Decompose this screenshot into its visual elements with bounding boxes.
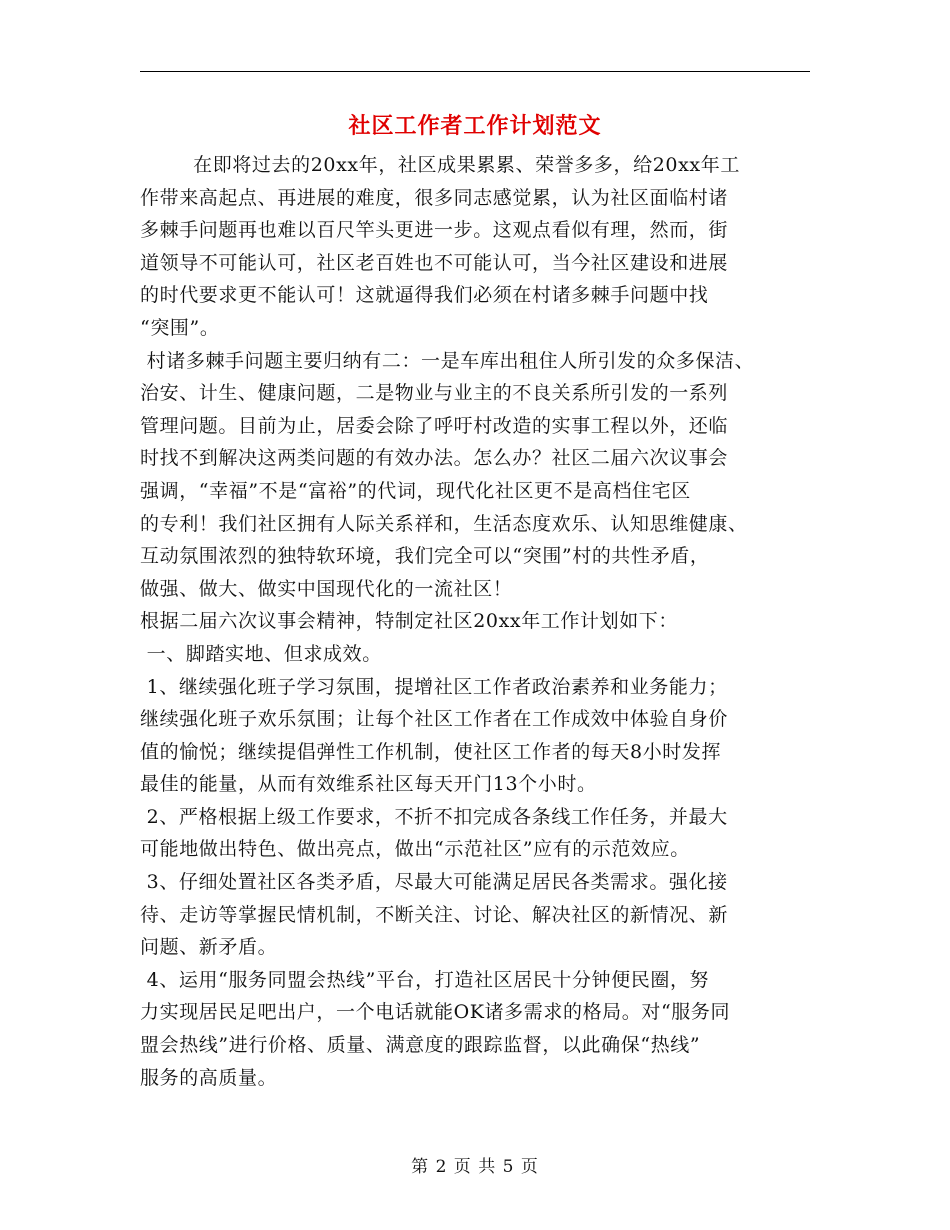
paragraph-line: 3、仔细处置社区各类矛盾，尽最大可能满足居民各类需求。强化接 — [140, 871, 728, 894]
paragraph-line: 的时代要求更不能认可！这就逼得我们必须在村诸多棘手问题中找 — [140, 284, 709, 307]
paragraph-line: 时找不到解决这两类问题的有效办法。怎么办？社区二届六次议事会 — [140, 447, 729, 470]
paragraph-line: 的专利！我们社区拥有人际关系祥和，生活态度欢乐、认知思维健康、 — [140, 512, 748, 535]
paragraph-line: 互动氛围浓烈的独特软环境，我们完全可以“突围”村的共性矛盾， — [140, 545, 710, 568]
document-title: 社区工作者工作计划范文 — [348, 113, 602, 139]
paragraph-line: 2、严格根据上级工作要求，不折不扣完成各条线工作任务，并最大 — [140, 805, 728, 828]
paragraph-line: 治安、计生、健康问题，二是物业与业主的不良关系所引发的一系列 — [140, 382, 729, 405]
header-rule — [140, 71, 810, 72]
paragraph-line: 村诸多棘手问题主要归纳有二：一是车库出租住人所引发的众多保洁、 — [140, 349, 755, 372]
paragraph-line: 服务的高质量。 — [140, 1066, 278, 1089]
paragraph-line: 值的愉悦；继续提倡弹性工作机制，使社区工作者的每天8小时发挥 — [140, 740, 722, 763]
paragraph-line: 一、脚踏实地、但求成效。 — [140, 642, 382, 665]
paragraph-line: 盟会热线”进行价格、质量、满意度的跟踪监督，以此确保“热线” — [140, 1034, 701, 1057]
paragraph-line: 在即将过去的20xx年，社区成果累累、荣誉多多，给20xx年工 — [140, 154, 740, 176]
paragraph-line: 强调，“幸福”不是“富裕”的代词，现代化社区更不是高档住宅区 — [140, 479, 691, 502]
paragraph-line: 4、运用“服务同盟会热线”平台，打造社区居民十分钟便民圈，努 — [140, 968, 710, 991]
paragraph-line: 可能地做出特色、做出亮点，做出“示范社区”应有的示范效应。 — [140, 838, 690, 861]
paragraph-line: 作带来高起点、再进展的难度，很多同志感觉累，认为社区面临村诸 — [140, 186, 729, 209]
page-number: 第 2 页 共 5 页 — [411, 1157, 539, 1177]
paragraph-line: 多棘手问题再也难以百尺竿头更进一步。这观点看似有理，然而，街 — [140, 219, 729, 242]
paragraph-line: 根据二届六次议事会精神，特制定社区20xx年工作计划如下： — [140, 610, 679, 633]
paragraph-line: 继续强化班子欢乐氛围；让每个社区工作者在工作成效中体验自身价 — [140, 708, 729, 731]
paragraph-line: 管理问题。目前为止，居委会除了呼吁村改造的实事工程以外，还临 — [140, 414, 729, 437]
paragraph-line: 待、走访等掌握民情机制，不断关注、讨论、解决社区的新情况、新 — [140, 903, 729, 926]
paragraph-line: 1、继续强化班子学习氛围，提增社区工作者政治素养和业务能力； — [140, 675, 728, 698]
document-body — [140, 149, 830, 1094]
paragraph-line: 力实现居民足吧出户，一个电话就能OK诸多需求的格局。对“服务同 — [140, 1001, 731, 1024]
paragraph-line: 做强、做大、做实中国现代化的一流社区！ — [140, 577, 513, 600]
paragraph-line: 最佳的能量，从而有效维系社区每天开门13个小时。 — [140, 773, 597, 796]
paragraph-line: “突围”。 — [140, 316, 220, 339]
paragraph-line: 道领导不可能认可，社区老百姓也不可能认可，当今社区建设和进展 — [140, 251, 729, 274]
paragraph-line: 问题、新矛盾。 — [140, 936, 278, 959]
